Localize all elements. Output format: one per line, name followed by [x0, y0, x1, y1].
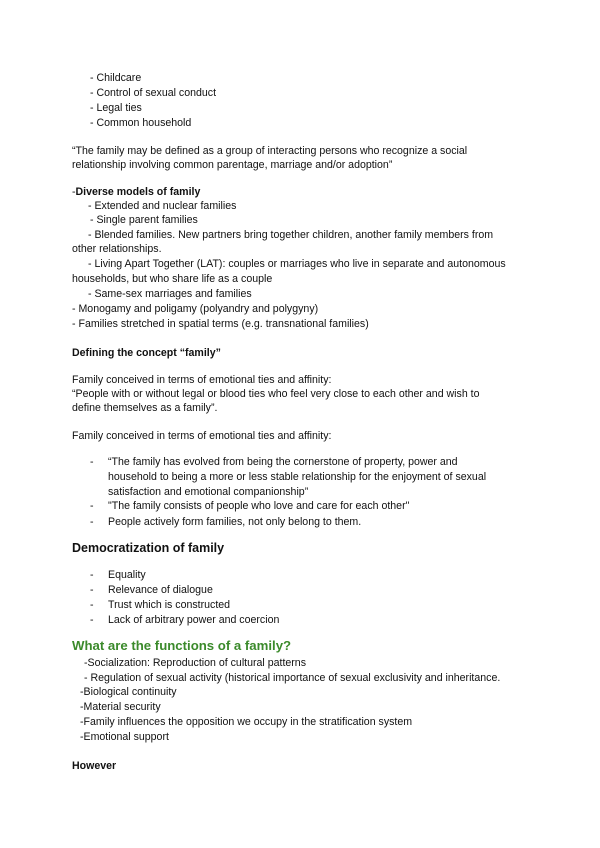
bullet-text: "The family consists of people who love and care for each other": [108, 500, 410, 512]
list-item: - Living Apart Together (LAT): couples or marriages who live in separate and autonomous: [88, 258, 506, 270]
bullet-dash: -: [90, 516, 94, 528]
list-item: - Regulation of sexual activity (historical importance of sexual exclusivity and inheritance.: [84, 672, 501, 684]
section-heading-functions: What are the functions of a family?: [72, 638, 292, 653]
list-item: -Socialization: Reproduction of cultural patterns: [84, 657, 306, 669]
bullet-dash: -: [90, 500, 94, 512]
list-item: -Biological continuity: [80, 686, 177, 698]
bullet-dash: -: [90, 584, 94, 596]
list-item: -Material security: [80, 701, 161, 713]
paragraph-line: “People with or without legal or blood ties who feel very close to each other and wish to: [72, 388, 480, 400]
section-heading-diverse-models: [72, 185, 200, 199]
list-item: - Childcare: [90, 72, 142, 84]
bullet-text: Relevance of dialogue: [108, 584, 213, 596]
list-item: - Same-sex marriages and families: [88, 288, 252, 300]
bullet-text: Trust which is constructed: [108, 599, 231, 611]
list-item: - Extended and nuclear families: [88, 200, 237, 212]
list-item: - Blended families. New partners bring together children, another family members from: [88, 229, 494, 241]
heading-text: Diverse models of family: [75, 186, 201, 198]
section-heading-however: However: [72, 760, 117, 772]
list-item: -Emotional support: [80, 731, 169, 743]
list-item: - Common household: [90, 117, 192, 129]
section-heading-democratization: Democratization of family: [72, 541, 225, 555]
definition-quote-line: relationship involving common parentage, marriage and/or adoption”: [72, 159, 393, 171]
list-item: -Family influences the opposition we occupy in the stratification system: [80, 716, 413, 728]
paragraph-line: define themselves as a family”.: [72, 402, 218, 414]
list-item: - Single parent families: [90, 214, 198, 226]
bullet-text: Lack of arbitrary power and coercion: [108, 614, 280, 626]
definition-quote-line: “The family may be defined as a group of interacting persons who recognize a social: [72, 145, 468, 157]
heading-dash: -: [72, 186, 76, 198]
bullet-text: “The family has evolved from being the cornerstone of property, power and: [108, 456, 458, 468]
list-item: - Legal ties: [90, 102, 142, 114]
list-item: - Monogamy and poligamy (polyandry and polygyny): [72, 303, 319, 315]
bullet-text: satisfaction and emotional companionship”: [108, 486, 309, 498]
list-item-continuation: other relationships.: [72, 243, 162, 255]
bullet-dash: -: [90, 456, 94, 468]
paragraph-line: Family conceived in terms of emotional ties and affinity:: [72, 430, 332, 442]
bullet-text: Equality: [108, 569, 146, 581]
bullet-text: People actively form families, not only belong to them.: [108, 516, 362, 528]
list-item: - Families stretched in spatial terms (e.g. transnational families): [72, 318, 369, 330]
bullet-text: household to being a more or less stable relationship for the enjoyment of sexual: [108, 471, 487, 483]
list-item: - Control of sexual conduct: [90, 87, 217, 99]
paragraph-line: Family conceived in terms of emotional ties and affinity:: [72, 374, 332, 386]
list-item-continuation: households, but who share life as a couple: [72, 273, 273, 285]
bullet-dash: -: [90, 599, 94, 611]
bullet-dash: -: [90, 569, 94, 581]
section-heading-defining-concept: Defining the concept “family”: [72, 347, 221, 359]
bullet-dash: -: [90, 614, 94, 626]
